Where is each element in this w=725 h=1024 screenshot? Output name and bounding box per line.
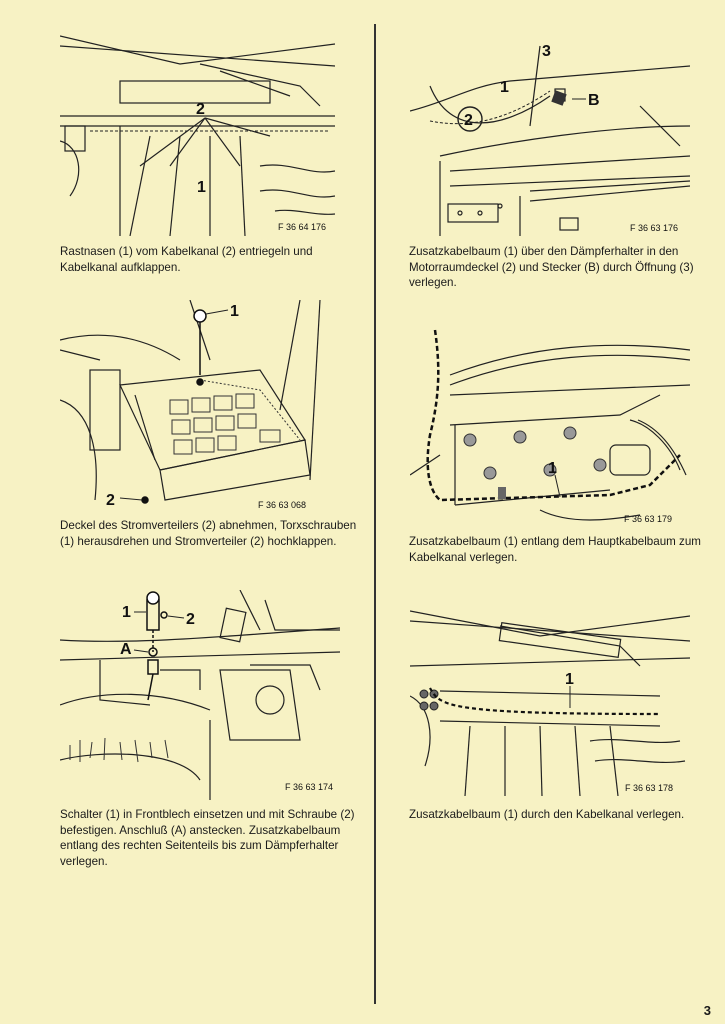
figure-5-label-A: A [120,641,132,658]
figure-2-label-3: 3 [542,43,551,60]
figure-5-label-2: 2 [186,611,195,628]
figure-2-label-2: 2 [464,112,473,129]
figure-3-code: F 36 63 068 [258,500,307,510]
figure-6-illustration [410,596,690,796]
figure-6-label-1: 1 [565,671,574,688]
figure-2-code: F 36 63 176 [630,223,679,233]
figure-2-caption: Zusatzkabelbaum (1) über den Dämpferhalter in den Motorraumdeckel (2) und Stecker (B) durch Öffnung (3) verlegen. [409,245,694,290]
page-number: 3 [703,1003,711,1018]
figure-6-caption: Zusatzkabelbaum (1) durch den Kabelkanal verlegen. [409,808,685,821]
figure-5-code: F 36 63 174 [285,782,334,792]
figure-5-label-1: 1 [122,604,131,621]
figure-1-label-2: 2 [196,101,205,118]
figure-3-label-1: 1 [230,303,239,320]
figure-2-illustration [410,26,690,236]
figure-3-caption: Deckel des Stromverteilers (2) abnehmen, Torxschrauben (1) herausdrehen und Stromverteiler (2) hochklappen. [60,519,357,548]
figure-1-caption: Rastnasen (1) vom Kabelkanal (2) entriegeln und Kabelkanal aufklappen. [60,245,313,274]
figure-4-code: F 36 63 179 [624,514,673,524]
figure-5-caption: Schalter (1) in Frontblech einsetzen und mit Schraube (2) befestigen. Anschluß (A) anstecken. Zusatzkabelbaum entlang des rechten Seitenteils bis zum Dämpferhalter verlegen. [60,808,355,868]
figure-3-label-2: 2 [106,492,115,509]
figure-6-code: F 36 63 178 [625,783,674,793]
figure-4-label-1: 1 [548,460,557,477]
figure-1-code: F 36 64 176 [278,222,327,232]
figure-4-illustration [410,325,690,529]
figure-2-label-B: B [588,92,600,109]
figure-1-illustration [60,26,335,236]
figure-2-label-1: 1 [500,79,509,96]
figure-5-illustration [60,590,340,800]
figure-3-illustration [60,300,340,514]
column-divider [374,24,376,1004]
figure-4-caption: Zusatzkabelbaum (1) entlang dem Hauptkabelbaum zum Kabelkanal verlegen. [409,535,701,564]
figure-1-label-1: 1 [197,179,206,196]
